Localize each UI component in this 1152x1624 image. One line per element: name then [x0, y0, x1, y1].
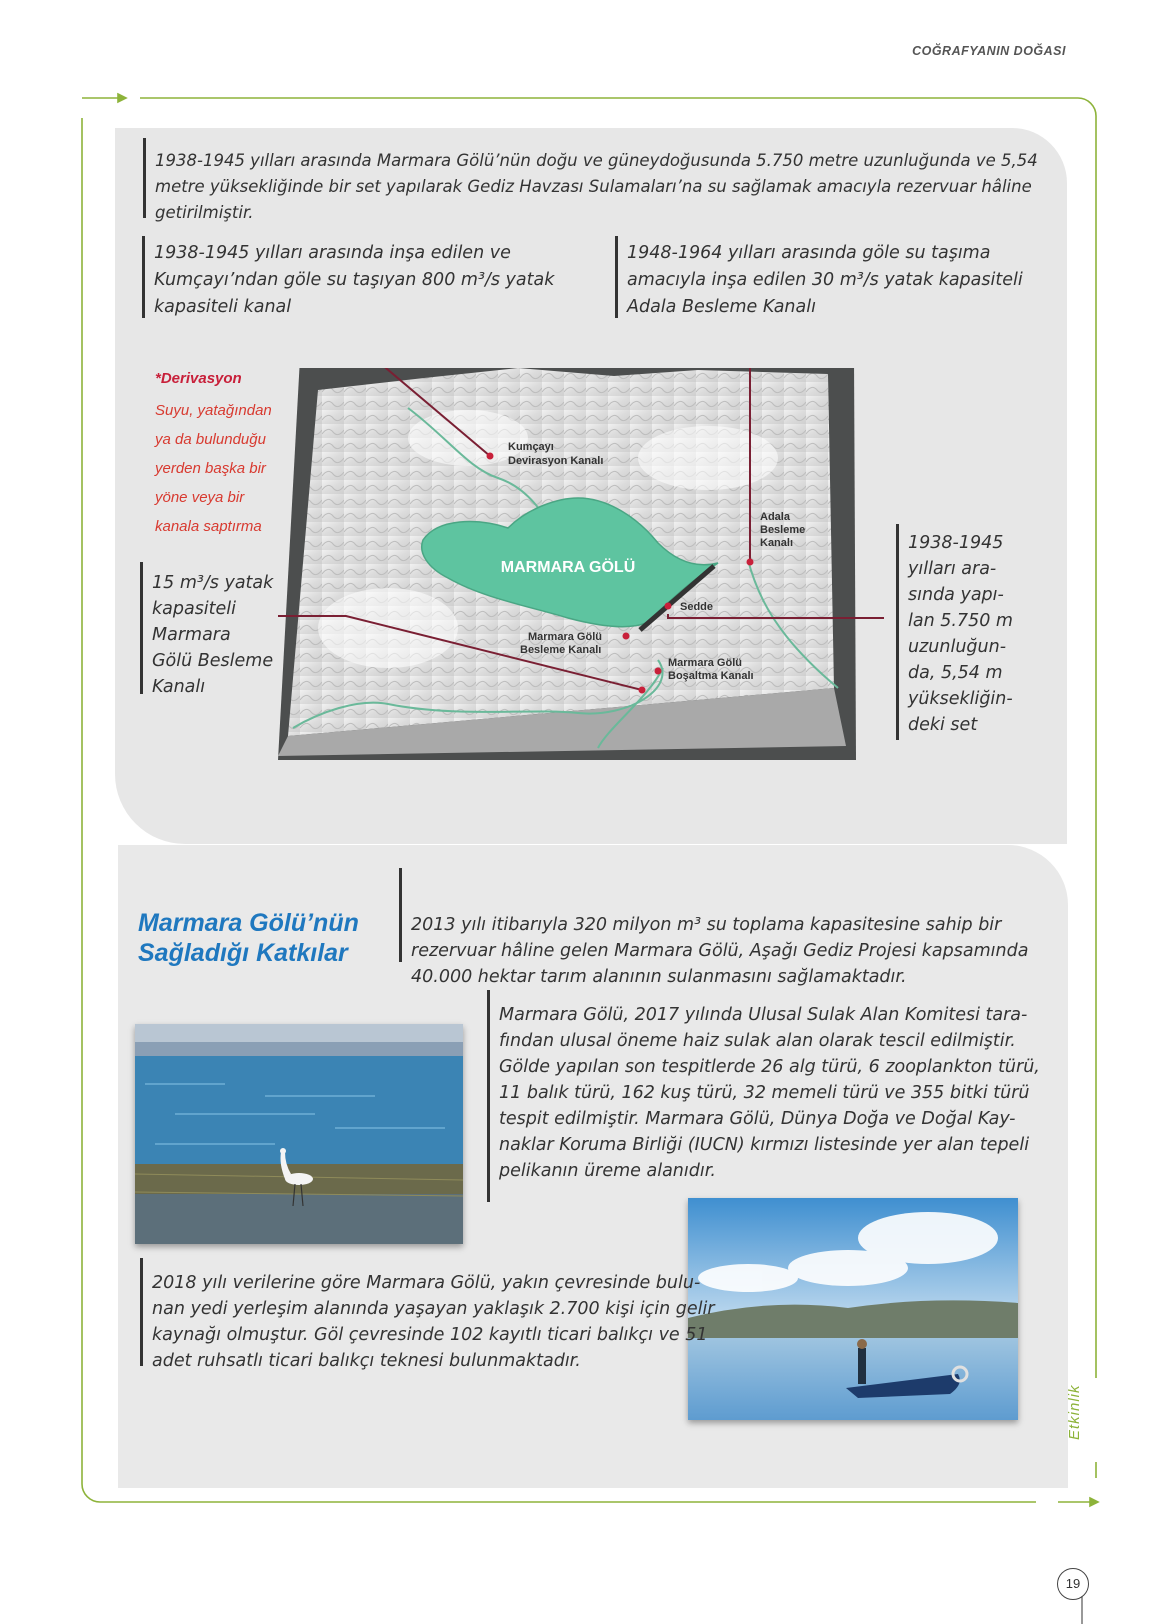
callout-left-bottom-bar	[140, 562, 143, 694]
bosaltma-pin	[655, 668, 662, 675]
label-besleme-1: Marmara Gölü	[528, 631, 602, 643]
derivasyon-definition: Suyu, yatağından ya da bulunduğu yerden başka bir yöne veya bir kanala saptırma	[155, 402, 272, 535]
side-tab-etkinlik: Etkinlik	[1066, 1384, 1083, 1440]
derivasyon-title: *Derivasyon	[155, 370, 242, 387]
label-kumcayi-2: Devirasyon Kanalı	[508, 455, 604, 467]
label-sedde: Sedde	[680, 601, 714, 613]
callout-kumcayi-canal: 1938-1945 yılları arasında inşa edilen ve Kumçayı’ndan göle su taşıyan 800 m³/s yatak kapasiteli kanal	[154, 243, 555, 317]
callout-besleme-canal: 15 m³/s yatak kapasiteli Marmara Gölü Besleme Kanalı	[152, 573, 274, 697]
label-bosaltma-2: Boşaltma Kanalı	[668, 670, 754, 682]
section-title: Marmara Gölü’nün Sağladığı Katkılar	[138, 909, 359, 967]
label-bosaltma-1: Marmara Gölü	[668, 657, 742, 669]
page-number: 19	[1057, 1568, 1089, 1600]
label-kumcayi-1: Kumçayı	[508, 441, 554, 453]
callout-set: 1938-1945 yılları ara- sında yapı- lan 5.750 m uzunluğun- da, 5,54 m yüksekliğin- deki set	[908, 533, 1013, 735]
label-adala-2: Besleme	[760, 524, 806, 536]
p2-bar	[487, 990, 490, 1202]
relief-map	[278, 368, 884, 788]
callout-adala-canal: 1948-1964 yılları arasında göle su taşıma amacıyla inşa edilen 30 m³/s yatak kapasiteli Adala Besleme Kanalı	[627, 243, 1023, 317]
intro-text: 1938-1945 yılları arasında Marmara Gölü’nün doğu ve güneydoğusunda 5.750 metre uzunluğunda ve 5,54 metre yüksekliğinde bir set yapılarak Gediz Havzası Sulamaları’na su sağlamak amacıyla rezervuar hâline getirilmiştir.	[155, 151, 1038, 222]
heron-photo	[135, 1024, 463, 1244]
page-header-title: COĞRAFYANIN DOĞASI	[912, 44, 1066, 58]
callout-left-top-bar	[142, 236, 145, 318]
adala-pin	[747, 559, 754, 566]
label-adala-1: Adala	[760, 511, 790, 523]
map-lake-label: MARMARA GÖLÜ	[500, 559, 636, 576]
callout-right-bar	[896, 524, 899, 740]
paragraph-fisheries: 2018 yılı verilerine göre Marmara Gölü, yakın çevresinde bulu- nan yedi yerleşim alanında yaşayan yaklaşık 2.700 kişi için gelir kaynağı olmuştur. Göl çevresinde 102 kayıtlı ticari balıkçı ve 51 adet ruhsatlı ticari balıkçı teknesi bulunmaktadır.	[152, 1273, 715, 1371]
besleme-pin	[623, 633, 630, 640]
kumcayi-pin	[487, 453, 494, 460]
besleme-leader-pin	[639, 687, 646, 694]
intro-bar	[143, 138, 146, 218]
fishing-boat-photo	[688, 1198, 1018, 1420]
p3-bar	[140, 1258, 143, 1366]
label-adala-3: Kanalı	[760, 537, 794, 549]
paragraph-wetland: Marmara Gölü, 2017 yılında Ulusal Sulak Alan Komitesi tara- fından ulusal öneme haiz sulak alan olarak tescil edilmiştir. Gölde yapılan son tespitlerde 26 alg türü, 6 zooplankton türü, 11 balık türü, 162 kuş türü, 32 memeli türü ve 355 bitki türü tespit edilmiştir. Marmara Gölü, Dünya Doğa ve Doğal Kay- naklar Koruma Birliği (IUCN) kırmızı listesinde yer alan tepeli pelikanın üreme alanıdır.	[499, 1005, 1040, 1181]
paragraph-irrigation: 2013 yılı itibarıyla 320 milyon m³ su toplama kapasitesine sahip bir rezervuar hâline gelen Marmara Gölü, Aşağı Gediz Projesi kapsamında 40.000 hektar tarım alanının sulanmasını sağlamaktadır.	[411, 915, 1029, 987]
sedde-pin	[665, 603, 672, 610]
label-besleme-2: Besleme Kanalı	[520, 644, 602, 656]
p1-bar	[399, 868, 402, 962]
callout-right-top-bar	[615, 236, 618, 318]
